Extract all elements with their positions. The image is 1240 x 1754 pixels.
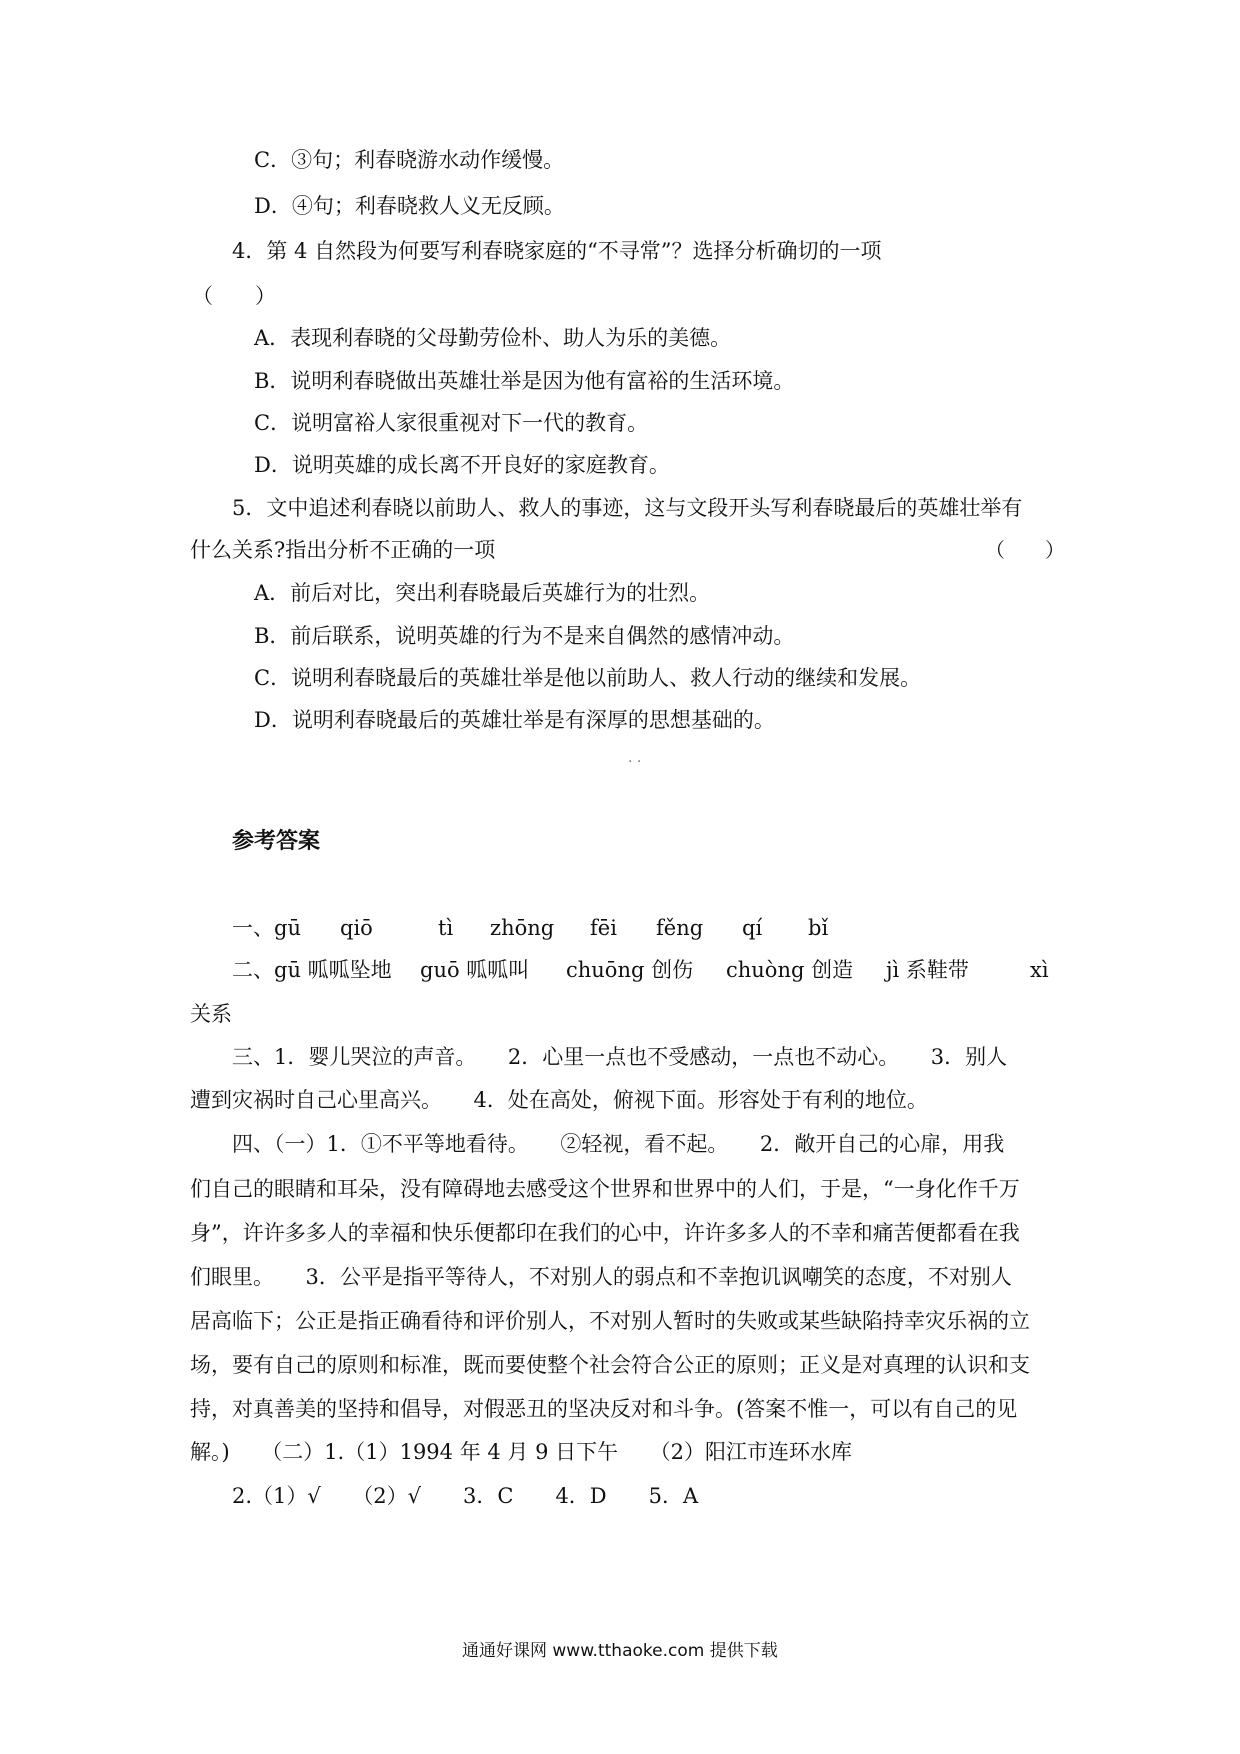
q5-stem-line1: 5．文中追述利春晓以前助人、救人的事迹，这与文段开头写利春晓最后的英雄壮举有 xyxy=(232,496,1023,520)
answers-part1-item: qiō xyxy=(340,916,373,940)
q3-option-c: C．③句；利春晓游水动作缓慢。 xyxy=(254,148,565,172)
answers-part4-last-line: 2.（1）√ （2）√ 3．C 4．D 5．A xyxy=(232,1484,699,1508)
q4-option-a: A．表现利春晓的父母勤劳俭朴、助人为乐的美德。 xyxy=(254,326,732,350)
answers-part4-line: 身”，许许多多人的幸福和快乐便都印在我们的心中，许许多多人的不幸和痛苦便都看在我 xyxy=(190,1221,1020,1245)
answers-part4-line: 解。) （二）1.（1）1994 年 4 月 9 日下午 （2）阳江市连环水库 xyxy=(190,1440,852,1464)
q4-stem: 4．第 4 自然段为何要写利春晓家庭的“不寻常”？选择分析确切的一项 xyxy=(232,239,882,263)
answers-part4-line: 们眼里。 3．公平是指平等待人，不对别人的弱点和不幸抱讥讽嘲笑的态度，不对别人 xyxy=(190,1265,1012,1289)
page-break-mark: · · xyxy=(628,754,642,770)
answers-part4-line: 持，对真善美的坚持和倡导，对假恶丑的坚决反对和斗争。(答案不惟一，可以有自己的见 xyxy=(190,1397,1018,1421)
answers-part1-item: fěng xyxy=(656,916,704,940)
answers-part4-line: 场，要有自己的原则和标准，既而要使整个社会符合公正的原则；正义是对真理的认识和支 xyxy=(190,1353,1030,1377)
answers-part2-item: chuōng 创伤 xyxy=(566,958,694,982)
q4-option-c: C．说明富裕人家很重视对下一代的教育。 xyxy=(254,411,649,435)
answers-part1-item: zhōng xyxy=(490,916,555,940)
footer-download-note: 通通好课网 www.tthaoke.com 提供下载 xyxy=(462,1641,778,1661)
answers-heading: 参考答案 xyxy=(232,829,321,854)
q5-option-c: C．说明利春晓最后的英雄壮举是他以前助人、救人行动的继续和发展。 xyxy=(254,666,922,690)
answers-part2-item: xì xyxy=(1030,958,1049,982)
q4-option-d: D．说明英雄的成长离不开良好的家庭教育。 xyxy=(254,453,670,477)
q5-option-b: B．前后联系，说明英雄的行为不是来自偶然的感情冲动。 xyxy=(254,624,795,648)
q5-stem-line2: 什么关系?指出分析不正确的一项 xyxy=(190,538,496,562)
q5-answer-paren: （ ） xyxy=(985,538,1065,562)
answers-part1-item: bǐ xyxy=(808,916,829,940)
answers-part4-line: 四、（一）1．①不平等地看待。 ②轻视，看不起。 2．敞开自己的心扉，用我 xyxy=(232,1132,1005,1156)
answers-part2-item: 二、gū 呱呱坠地 xyxy=(232,958,392,982)
answers-part3-line: 三、1．婴儿哭泣的声音。 2．心里一点也不受感动，一点也不动心。 3．别人 xyxy=(232,1045,1008,1069)
answers-part4-line: 们自己的眼睛和耳朵，没有障碍地去感受这个世界和世界中的人们，于是，“一身化作千万 xyxy=(190,1177,1020,1201)
answers-part2-continuation: 关系 xyxy=(190,1002,232,1026)
answers-part1-item: fēi xyxy=(590,916,617,940)
answers-part2-item: guō 呱呱叫 xyxy=(420,958,530,982)
q4-answer-paren: （ ） xyxy=(192,284,276,308)
answers-part1-item: tì xyxy=(438,916,454,940)
answers-part1-item: qí xyxy=(742,916,763,940)
q5-option-d: D．说明利春晓最后的英雄壮举是有深厚的思想基础的。 xyxy=(254,708,775,732)
answers-part4-line: 居高临下；公正是指正确看待和评价别人，不对别人暂时的失败或某些缺陷持幸灾乐祸的立 xyxy=(190,1309,1030,1333)
answers-part1-label: 一、gū xyxy=(232,916,301,940)
answers-part3-line: 遭到灾祸时自己心里高兴。 4．处在高处，俯视下面。形容处于有利的地位。 xyxy=(190,1088,928,1112)
q5-option-a: A．前后对比，突出利春晓最后英雄行为的壮烈。 xyxy=(254,581,711,605)
answers-part2-item: chuòng 创造 xyxy=(726,958,854,982)
q4-option-b: B．说明利春晓做出英雄壮举是因为他有富裕的生活环境。 xyxy=(254,369,795,393)
answers-part2-item: jì 系鞋带 xyxy=(886,958,969,982)
q3-option-d: D．④句；利春晓救人义无反顾。 xyxy=(254,194,565,218)
